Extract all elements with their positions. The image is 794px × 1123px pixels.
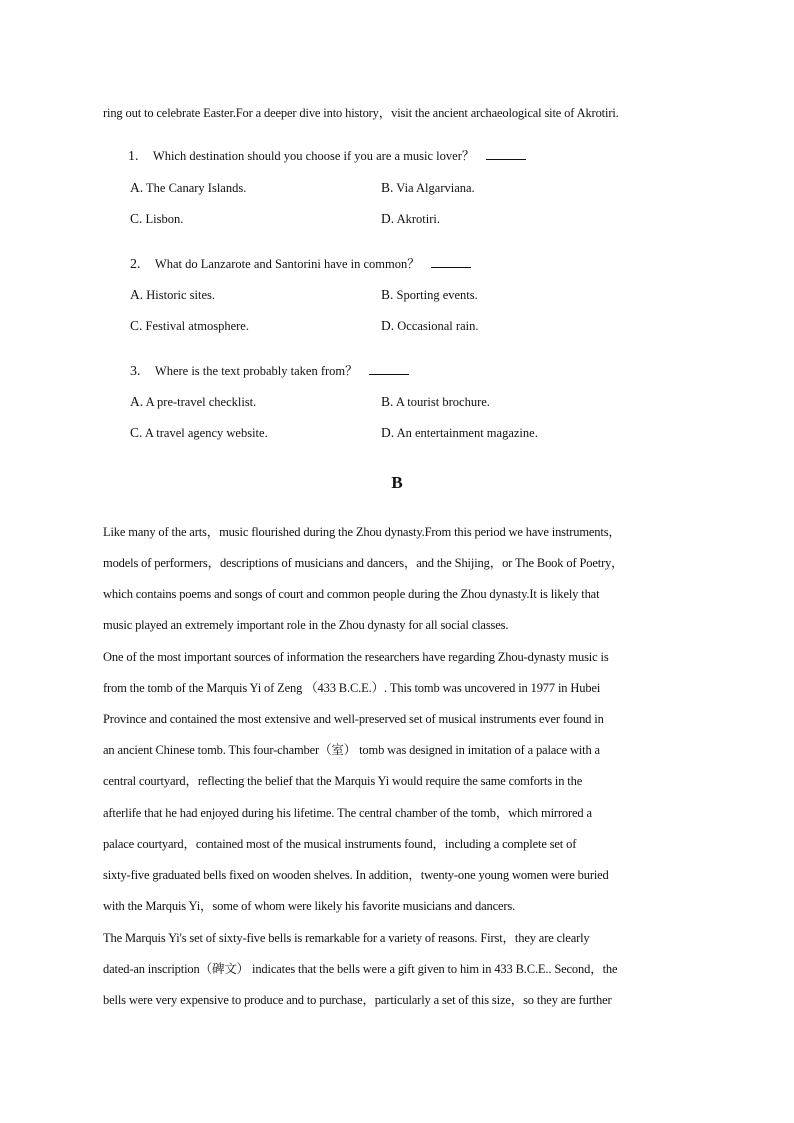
question-1 [128,148,526,165]
option-letter: A. [130,287,144,302]
passage-line: One of the most important sources of information the researchers have regarding Zhou-dynasty music is [103,650,609,664]
option-3c[interactable] [130,425,268,441]
option-text: An entertainment magazine. [396,426,538,440]
passage-line: which contains poems and songs of court and common people during the Zhou dynasty.It is likely that [103,587,600,601]
passage-line: The Marquis Yi's set of sixty-five bells is remarkable for a variety of reasons. First，they are clearly [103,931,590,945]
option-2c[interactable] [130,318,249,334]
option-letter: B. [381,287,394,302]
option-2d[interactable] [381,318,478,334]
option-3d[interactable] [381,425,538,441]
passage-line: palace courtyard，contained most of the musical instruments found，including a complete set of [103,837,577,851]
option-text: Lisbon. [145,212,184,226]
question-2 [130,256,471,273]
passage-line: an ancient Chinese tomb. This four-chamber（室） tomb was designed in imitation of a palace with a [103,743,600,757]
option-text: The Canary Islands. [146,181,247,195]
option-letter: C. [130,425,143,440]
passage-line: dated-an inscription（碑文） indicates that the bells were a gift given to him in 433 B.C.E.. Second，the [103,962,618,976]
passage-line: central courtyard，reflecting the belief that the Marquis Yi would require the same comforts in the [103,774,583,788]
option-1c[interactable] [130,211,183,227]
option-letter: A. [130,394,144,409]
option-letter: D. [381,425,395,440]
option-text: Via Algarviana. [396,181,475,195]
intro-line: ring out to celebrate Easter.For a deeper dive into history，visit the ancient archaeological site of Akrotiri. [103,106,619,120]
option-text: A pre-travel checklist. [145,395,257,409]
passage-line: models of performers，descriptions of musicians and dancers，and the Shijing，or The Book of Poetry， [103,556,624,570]
question-number: 2. [130,257,141,272]
question-number: 1. [128,149,139,164]
option-text: Akrotiri. [396,212,440,226]
option-1a[interactable] [130,180,246,196]
question-3 [130,363,409,380]
passage-line: afterlife that he had enjoyed during his lifetime. The central chamber of the tomb，which mirrored a [103,806,592,820]
option-letter: D. [381,211,395,226]
option-1d[interactable] [381,211,440,227]
option-text: A travel agency website. [144,426,268,440]
passage-line: Province and contained the most extensive and well-preserved set of musical instruments ever found in [103,712,604,726]
option-2b[interactable] [381,287,478,303]
option-2a[interactable] [130,287,215,303]
option-letter: C. [130,318,143,333]
option-text: A tourist brochure. [395,395,490,409]
option-letter: B. [381,394,394,409]
option-text: Festival atmosphere. [145,319,249,333]
question-text: What do Lanzarote and Santorini have in common？ [154,257,420,271]
passage-line: music played an extremely important role in the Zhou dynasty for all social classes. [103,618,509,632]
option-letter: D. [381,318,395,333]
question-number: 3. [130,364,141,379]
option-3a[interactable] [130,394,256,410]
answer-blank[interactable] [431,256,471,268]
passage-line: with the Marquis Yi，some of whom were likely his favorite musicians and dancers. [103,899,516,913]
question-text: Where is the text probably taken from？ [154,364,358,378]
option-letter: A. [130,180,144,195]
option-3b[interactable] [381,394,490,410]
answer-blank[interactable] [486,148,526,160]
question-text: Which destination should you choose if you are a music lover？ [152,149,475,163]
passage-line: from the tomb of the Marquis Yi of Zeng （433 B.C.E.）. This tomb was uncovered in 1977 in Hubei [103,681,601,695]
answer-blank[interactable] [369,363,409,375]
option-text: Sporting events. [396,288,478,302]
passage-line: sixty-five graduated bells fixed on wooden shelves. In addition，twenty-one young women were buried [103,868,609,882]
option-text: Occasional rain. [397,319,479,333]
section-title: B [391,473,403,492]
passage-line: Like many of the arts，music flourished during the Zhou dynasty.From this period we have instruments， [103,525,621,539]
option-text: Historic sites. [146,288,215,302]
option-1b[interactable] [381,180,475,196]
option-letter: C. [130,211,143,226]
option-letter: B. [381,180,394,195]
passage-line: bells were very expensive to produce and to purchase，particularly a set of this size，so they are further [103,993,612,1007]
